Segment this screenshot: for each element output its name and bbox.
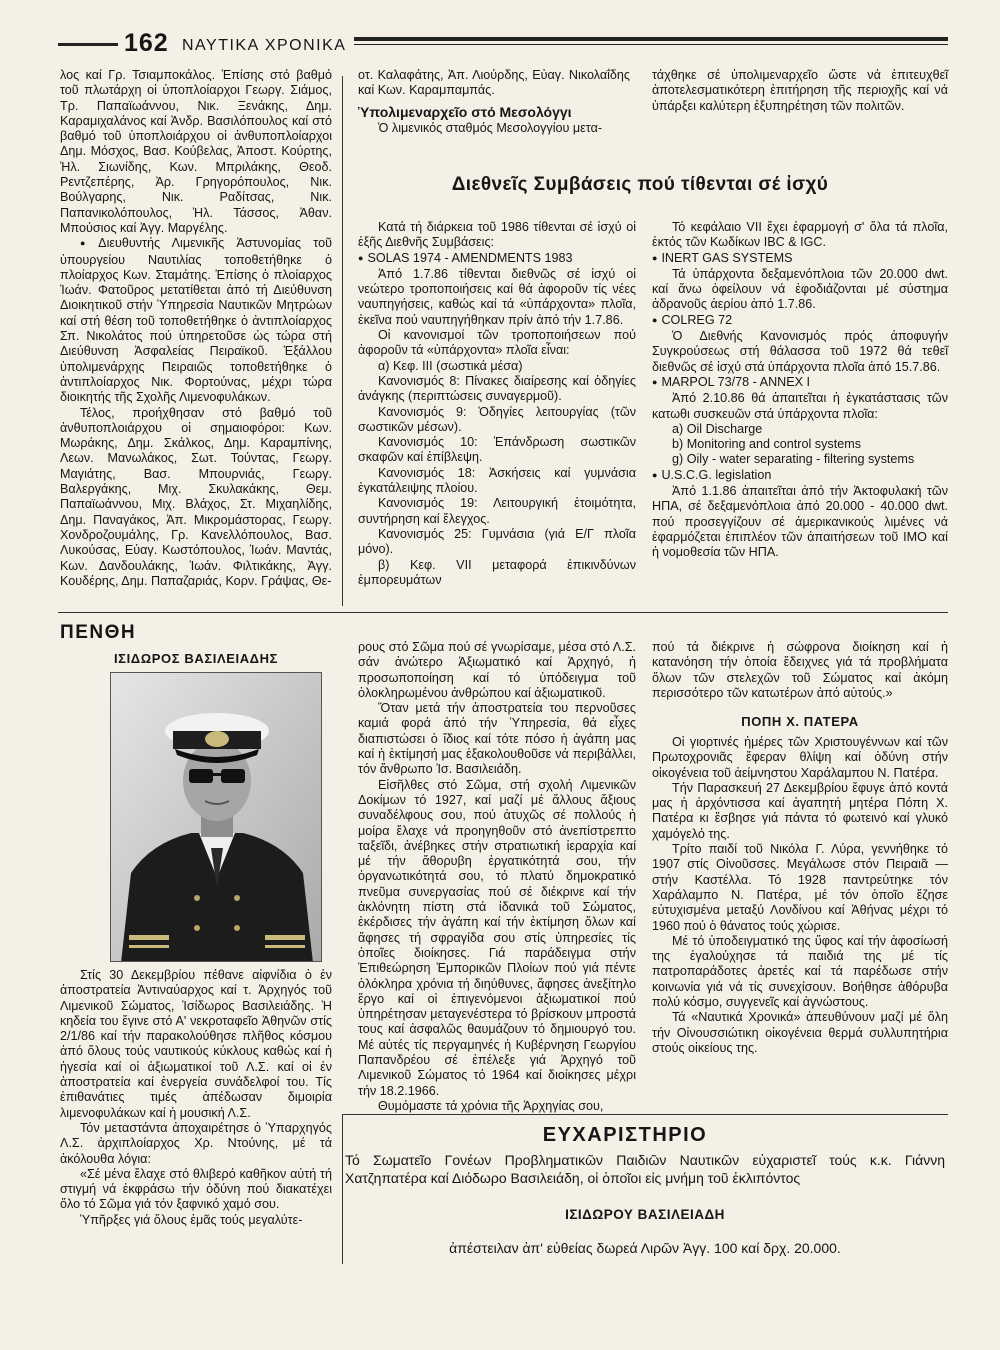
conventions-left-column xyxy=(358,220,636,588)
page-number: 162 xyxy=(124,29,169,57)
top-column-2-after xyxy=(358,121,630,136)
paragraph: Ὑπῆρξες γιά ὅλους ἐμᾶς τούς μεγαλύτε- xyxy=(80,1212,303,1227)
top-column-3 xyxy=(652,68,948,114)
paragraph: πού τά διέκρινε ἡ σώφρονα διοίκηση καί ἡ κατανόηση τήν ὁποία ἔδειχνες γιά τά προβλήματα ὅλων τῶν στελεχῶν τοῦ Σώματος καί ἀκόμη περισσότερο τῶν κατωτέρων ἀπό αὐτούς.» xyxy=(652,640,948,700)
paragraph: Θυμόμαστε τά χρόνια τῆς Ἀρχηγίας σου, xyxy=(378,1098,604,1113)
thanks-footer: ἀπέστειλαν ἀπ' εὐθείας δωρεά Λιρῶν Ἀγγ. 100 καί δρχ. 20.000. xyxy=(449,1240,841,1256)
thanks-name: ΙΣΙΔΩΡΟΥ ΒΑΣΙΛΕΙΑΔΗ xyxy=(565,1207,725,1222)
paragraph: g) Oily - water separating - filtering systems xyxy=(672,452,915,467)
paragraph: Ἀπό 2.10.86 θά ἀπαιτεῖται ἡ ἐγκατάστασις τῶν κατωθι συσκευῶν στά ὑπάρχοντα πλοῖα: xyxy=(652,391,948,421)
paragraph: β) Κεφ. VII μεταφορά ἐπικινδύνων ἐμπορευμάτων xyxy=(358,557,636,587)
thanks-title: ΕΥΧΑΡΙΣΤΗΡΙΟ xyxy=(542,1124,708,1146)
mesolongi-heading: Ὑπολιμεναρχεῖο στό Μεσολόγγι xyxy=(358,103,572,120)
admiral-portrait xyxy=(110,672,322,962)
paragraph: ● INERT GAS SYSTEMS xyxy=(652,251,948,267)
second-obituary-name: ΠΟΠΗ Χ. ΠΑΤΕΡΑ xyxy=(741,714,859,729)
magazine-title: ΝΑΥΤΙΚΑ ΧΡΟΝΙΚΑ xyxy=(182,37,347,54)
paragraph: ● COLREG 72 xyxy=(652,313,948,329)
thanks-divider xyxy=(342,1114,948,1115)
top-column-2 xyxy=(358,68,630,136)
paragraph: a) Oil Discharge xyxy=(672,421,763,436)
header-rule-left xyxy=(58,43,118,46)
paragraph: Κανονισμός 9: Ὁδηγίες λειτουργίας (τῶν σωστικῶν μέσων). xyxy=(358,404,636,434)
paragraph: Ὅταν μετά τήν ἀποστρατεία του περνοῦσες καμιά φορά ἀπό τήν Ὑπηρεσία, θά εἶχες διαπιστώσει ὁ ἴδιος καί τότε πόσο ἡ ἀγάπη μας καί ἡ ἐκτίμησή μας ἐξακολουθοῦσε νά περιβάλλει, τόν ἄνθρωπο Ἰσ. Βασιλειάδη. xyxy=(358,701,636,777)
paragraph: οτ. Καλαφάτης, Ἀπ. Λιούρδης, Εὐαγ. Νικολαΐδης καί Κων. Καραμπαμπάς. xyxy=(358,68,630,98)
paragraph: «Σέ μένα ἔλαχε στό θλιβερό καθῆκον αὐτή τή στιγμή νά ἐκφράσω τήν ὀδύνη πού διακατέχει ὅλο τό Σῶμα γιά τόν ξαφνικό χαμό σου. xyxy=(60,1166,332,1212)
paragraph: Ὁ Διεθνής Κανονισμός πρός ἀποφυγήν Συγκρούσεως στή θάλασσα τοῦ 1972 θά τεθεῖ διεθνῶς σέ ἰσχύ στά ὑπάρχοντα πλοῖα ἀπό 15.7.86. xyxy=(652,329,948,374)
paragraph: Τέλος, προήχθησαν στό βαθμό τοῦ ἀνθυποπλοιάρχου οἱ σημαιοφόροι: Κων. Μωράκης, Δημ. Σκάλκος, Δημ. Καραμπίνης, Λεων. Μανωλάκος, Σωτ. Τούντας, Γεωργ. Μαγιάτης, Βασ. Μπουρνιάς, Γεωργ. Βαλεργάκης, Μιχ. Σκυλακάκης, Θεμ. Παπαϊωάννου, Μιχ. Βλάχος, Στ. Μιχαηλίδης, Δημ. Παναγάκος, Ἀπ. Μικρομάστορας, Γεωργ. Χονδροζουμάλης, Γρ. Κανελλόπουλος, Βασ. Λυκούσας, Εὐαγ. Κωστόπουλος, Ἰωάν. Μαντάς, Κων. Δανδουλάκης, Ἰωάν. Φιλτικάκης, Ἀγγ. Κουδέρης, Δημ. Παπαζαριάς, Κορν. Γράψας, Θε- xyxy=(60,405,332,588)
second-obituary-text xyxy=(652,735,948,1056)
header-rule-right xyxy=(354,37,948,41)
paragraph: ● U.S.C.G. legislation xyxy=(652,468,948,484)
paragraph: Κανονισμός 8: Πίνακες διαίρεσης καί ὁδηγίες ἀνάγκης (περιπτώσεις συναγερμοῦ). xyxy=(358,373,636,404)
obituary-name: ΙΣΙΔΩΡΟΣ ΒΑΣΙΛΕΙΑΔΗΣ xyxy=(113,651,279,666)
paragraph: Στίς 30 Δεκεμβρίου πέθανε αἰφνίδια ὁ ἐν ἀποστρατεία Ἀντιναύαρχος καί τ. Ἀρχηγός τοῦ Λιμενικοῦ Σώματος, Ἰσίδωρος Βασιλειάδης. Ἡ κηδεία του ἔγινε στό Α' νεκροταφεῖο Ἀθηνῶν στίς 2/1/86 καί τήν παρακολούθησε πλῆθος κόσμου ἀπό ὅλους τούς ναυτικούς κύκλους καθώς καί ἡ ἡγεσία καί οἱ ἀξιωματικοί τοῦ Λ.Σ. καί οἱ ἐν ἀποστρατεία καί ἐνεργεία συνάδελφοί του. Τίς ἐπιθανάτιες τιμές ἀπέδωσαν διμοιρία λιμενοφυλάκων καί ἡ μουσική Λ.Σ. xyxy=(60,968,332,1120)
thanks-text: Τό Σωματεῖο Γονέων Προβληματικῶν Παιδιῶν Ναυτικῶν εὐχαριστεῖ τούς κ.κ. Γιάννη Χατζηπατέρα καί Διόδωρο Βασιλειάδη, οἱ ὁποῖοι εἰς μνήμη τοῦ ἐκλιπόντος xyxy=(345,1152,945,1186)
header-rule-right-thin xyxy=(354,44,948,45)
paragraph: Ἀπό 1.1.86 ἀπαιτεῖται ἀπό τήν Ἀκτοφυλακή τῶν ΗΠΑ, σέ δεξαμενόπλοια ἀπό 20.000 - 40.000 dwt. πού προσεγγίζουν σέ ἀμερικανικούς λιμένες νά ἐφαρμόζεται ἐπιπλέον τῶν ἀπαιτήσεων τοῦ IMO καί ἡ νομοθεσία τῶν ΗΠΑ. xyxy=(652,484,948,560)
paragraph: Τήν Παρασκευή 27 Δεκεμβρίου ἔφυγε ἀπό κοντά μας ἡ ἀρχόντισσα καί ἀγαπητή μητέρα Πόπη Χ. Πατέρα κι ἔσβησε γιά πάντα τό φωτεινό καί γλυκό χαμόγελό της. xyxy=(652,780,948,841)
paragraph: Κανονισμός 10: Ἐπάνδρωση σωστικῶν σκαφῶν καί ἐπίβλεψη. xyxy=(358,435,636,465)
paragraph: α) Κεφ. III (σωστικά μέσα) xyxy=(378,358,523,373)
paragraph: ρους στό Σῶμα πού σέ γνωρίσαμε, μέσα στό Λ.Σ. σάν ἀνώτερο Ἀξιωματικό καί Ἀρχηγό, ἡ προσωποποίηση καί τό ὑπόδειγμα τοῦ ὁλοκληρωμένου ἀνθρώπου καί ἀξιωματικοῦ. xyxy=(358,640,636,700)
top-column-1 xyxy=(60,68,332,589)
paragraph: Εἰσῆλθες στό Σῶμα, στή σχολή Λιμενικῶν Δοκίμων τό 1927, καί μαζί μέ ἄλλους ἄξιους συναδέλφους σου, πού ἀτυχῶς σέ πολλούς ἡ μοίρα ἔλαχε νά προηγηθοῦν στό ἀνεπίστρεπτο ταξεῖδι, ἀνέβηκες στήν στρατιωτική ἱεραρχία καί μέ τήν ἄθορυβη ἐργατικότητά σου, τήν ὀργανωτικότητά σου, τό πλατύ δημοκρατικό πνεῦμα συνεργασίας πού σέ διέκρινε καί τήν ἀκλόνητη πίστη στά ἰδανικά τοῦ Σώματος, ἐκέρδισες τήν ἀγάπη καί τήν ἐκτίμηση ὅλων καί ἄφησες τή σφραγίδα σου στίς ὑπηρεσίες τίς ὁποῖες διοίκησες. Γιά παράδειγμα στήν Ἐπιθεώρηση Ἐμπορικῶν Πλοίων πού γιά πέντε ὁλόκληρα χρόνια τή διηύθυνες, ἄφησες ἀνεξίτηλο ἔργο καί οἱ ἐπιγενόμενοι ἀξιωματικοί πού ὑπηρέτησαν μεταγενέστερα τό βρίσκουν μπροστά τους καί ἀσφαλῶς θαυμάζουν τό δημιουργό του. Μέ αὐτές τίς περγαμηνές ἡ Κυβέρνηση Γεωργίου Παπανδρέου σέ ἐπέλεξε γιά Ἀρχηγό τοῦ Λιμενικοῦ Σώματος τό 1964 καί διοίκησες μέχρι τήν 18.2.1966. xyxy=(358,777,636,1098)
paragraph: Τά «Ναυτικά Χρονικά» ἀπευθύνουν μαζί μέ ὅλη τήν Οἰνουσσιώτικη οἰκογένεια θερμά συλλυπητήρια στούς οἰκείους της. xyxy=(652,1010,948,1055)
section-divider xyxy=(58,612,948,613)
paragraph: Μέ τό ὑποδειγματικό της ὕφος καί τήν ἀφοσίωσή της ἐγαλούχησε τά παιδιά της μέ τίς πατροπαράδοτες ἀρετές καί τά παρέδωσε στήν κοινωνία γιά νά τίς συνεχίσουν. Βοήθησε ἀθόρυβα πολύ κόσμο, συγγενεῖς καί ἀγνώστους. xyxy=(652,933,948,1010)
obituary-column-3 xyxy=(652,640,948,701)
paragraph: Κανονισμός 18: Ἀσκήσεις καί γυμνάσια ἐγκατάλειψης πλοίου. xyxy=(358,465,636,496)
paragraph: Κανονισμός 19: Λειτουργική ἑτοιμότητα, συντήρηση καί ἔλεγχος. xyxy=(358,496,636,526)
paragraph: Τά ὑπάρχοντα δεξαμενόπλοια τῶν 20.000 dwt. καί ἄνω ὀφείλουν νά ἐφοδιάζονται μέ σύστημα ἀδρανοῦς ἀερίου ἀπό 1.7.86. xyxy=(652,266,948,312)
conventions-title: Διεθνεῖς Συμβάσεις πού τίθενται σέ ἰσχύ xyxy=(451,174,829,195)
portrait-illustration xyxy=(111,673,322,962)
paragraph: Οἱ κανονισμοί τῶν τροποποιήσεων πού ἀφοροῦν τά «ὑπάρχοντα» πλοῖα εἶναι: xyxy=(358,328,636,358)
conventions-right-column xyxy=(652,220,948,561)
top-column-2-text xyxy=(358,68,630,99)
obituary-section-title: ΠΕΝΘΗ xyxy=(60,622,137,643)
column-rule-1 xyxy=(342,76,343,606)
paragraph: Ἀπό 1.7.86 τίθενται διεθνῶς σέ ἰσχύ οἱ νεώτερο τροποποιήσεις καί θά ἀφοροῦν τίς νέες ναυπηγήσεις, καθώς καί τά «ὑπάρχοντα» πλοῖα, ἐκεῖνα πού ναυπηγήθηκαν πρίν ἀπό τήν 1.7.86. xyxy=(358,266,636,327)
page-header xyxy=(58,29,948,61)
paragraph: ● SOLAS 1974 - AMENDMENTS 1983 xyxy=(358,251,636,267)
paragraph: τάχθηκε σέ ὑπολιμεναρχεῖο ὥστε νά ἐπιτευχθεῖ ἀποτελεσματικότερη ἐπιτήρηση τῆς περιοχῆς καί νά ὑπάρξει καλύτερη ἐξυπηρέτηση τῶν πολιτῶν. xyxy=(652,68,948,113)
paragraph: ● Διευθυντής Λιμενικῆς Ἀστυνομίας τοῦ ὑπουργείου Ναυτιλίας τοποθετήθηκε ὁ πλοίαρχος Κων. Σταμάτης. Ἐπίσης ὁ πλοίαρχος Ἰωάν. Φατοῦρος μετατίθεται ἀπό τή Διεύθυνση Διοικητικοῦ στήν Ὑπηρεσία Ναυτικῶν Μητρώων καί στή θέση τοῦ τοποθετήθηκε ὁ ἀντιπλοίαρχος Σπ. Νικολάτος πού ὑπηρετοῦσε ὡς τώρα στή Διεύθυνση Ἀσφαλείας Πειραϊκοῦ. Ἐξάλλου ὑπολιμενάρχης Πειραιῶς τοποθετήθηκε ὁ ἀντιπλοίαρχος Νικ. Φορτούνας, μέχρι τώρα διοικητής τῆς Σχολῆς Λιμενοφυλάκων. xyxy=(60,236,332,405)
obituary-column-2 xyxy=(358,640,636,1114)
paragraph: ● MARPOL 73/78 - ANNEX I xyxy=(652,375,948,391)
paragraph: b) Monitoring and control systems xyxy=(672,437,861,452)
paragraph: Κανονισμός 25: Γυμνάσια (γιά Ε/Γ πλοῖα μόνο). xyxy=(358,526,636,557)
paragraph: Ὁ λιμενικός σταθμός Μεσολογγίου μετα- xyxy=(378,120,603,135)
paragraph: Κατά τή διάρκεια τοῦ 1986 τίθενται σέ ἰσχύ οἱ ἑξῆς Διεθνῆς Συμβάσεις: xyxy=(358,220,636,250)
paragraph: Τρίτο παιδί τοῦ Νικόλα Γ. Λύρα, γεννήθηκε τό 1907 στίς Οἰνοῦσσες. Μεγάλωσε στόν Πειραιᾶ — στήν Καστέλλα. Τό 1928 παντρεύτηκε τόν Χαράλαμπο Ν. Πατέρα, μέ τόν ὁποῖο ἔζησε εὐτυχισμένα μεταξύ Λονδίνου καί Ἀθήνας μέχρι τό 1960 πού ὁ θάνατος τούς χώρισε. xyxy=(652,842,948,933)
paragraph: Τό κεφάλαιο VII ἔχει ἐφαρμογή σ' ὅλα τά πλοῖα, ἐκτός τῶν Κωδίκων IBC & IGC. xyxy=(652,220,948,250)
obituary-column-1 xyxy=(60,968,332,1228)
paragraph: Τόν μεταστάντα ἀποχαιρέτησε ὁ Ὑπαρχηγός Λ.Σ. ἀρχιπλοίαρχος Χρ. Ντούνης, μέ τά ἀκόλουθα λόγια: xyxy=(60,1120,332,1166)
paragraph: λος καί Γρ. Τσιαμποκάλος. Ἐπίσης στό βαθμό τοῦ πλωτάρχη οἱ ὑποπλοίαρχοι Γεωργ. Σιάμος, Τρ. Παπαϊωάννου, Νικ. Ξενάκης, Δημ. Καραμιχαλάνος καί Ἀνδρ. Βασιλόπουλος καί στό βαθμό τοῦ ὑποπλοιάρχου οἱ ἀνθυποπλοίαρχοι Δημ. Μόσχος, Βασ. Κούβελας, Ἀποστ. Κούρτης, Ἠλ. Σιωνίδης, Κων. Μπριλάκης, Θεοδ. Ρεντζεπέρης, Ἀρ. Γρηγορόπουλος, Νικ. Βούλγαρης, Νικ. Ραδίτσας, Νικ. Παπανικολόπουλος, Ἠλ. Τάσσος, Ἀθαν. Μπούσιος καί Ἀγγ. Μαργέλης. xyxy=(60,68,332,235)
paragraph: Οἱ γιορτινές ἡμέρες τῶν Χριστουγέννων καί τῶν Πρωτοχρονιᾶς ἔφεραν θλίψη καί ὀδύνη στήν οἰκογένεια τοῦ ἀείμνηστου Χαράλαμπου Ν. Πατέρα. xyxy=(652,735,948,780)
